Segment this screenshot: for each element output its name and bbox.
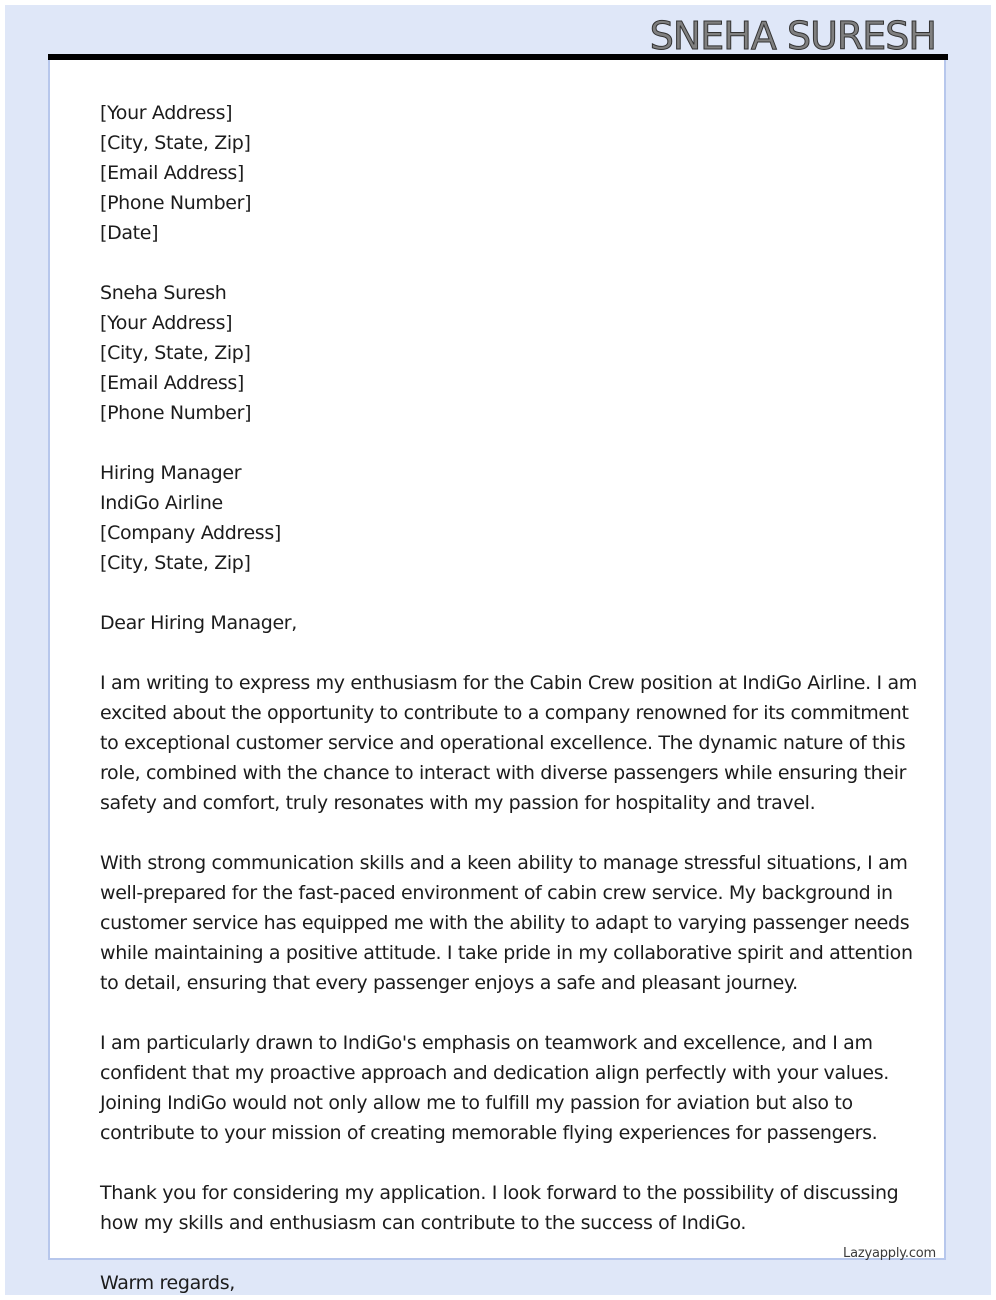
body-paragraph-4 — [100, 1178, 900, 1238]
watermark: Lazyapply.com — [843, 1246, 936, 1261]
body-paragraph-1 — [100, 668, 917, 818]
applicant-phone-line: [Phone Number] — [100, 402, 252, 424]
paragraph-line: customer service has equipped me with the ability to adapt to varying passenger needs — [100, 912, 910, 934]
recipient-title-line: Hiring Manager — [100, 462, 242, 484]
paragraph-line: role, combined with the chance to interact with diverse passengers while ensuring their — [100, 762, 907, 784]
paragraph-line: how my skills and enthusiasm can contribute to the success of IndiGo. — [100, 1212, 747, 1234]
closing: Warm regards, — [100, 1272, 235, 1294]
recipient-address-line: [Company Address] — [100, 522, 281, 544]
paragraph-line: I am writing to express my enthusiasm for the Cabin Crew position at IndiGo Airline. I am — [100, 672, 917, 694]
paragraph-line: I am particularly drawn to IndiGo's emphasis on teamwork and excellence, and I am — [100, 1032, 873, 1054]
recipient-city-line: [City, State, Zip] — [100, 552, 251, 574]
header-name: SNEHA SURESH — [649, 14, 936, 58]
paragraph-line: contribute to your mission of creating memorable flying experiences for passengers. — [100, 1122, 878, 1144]
sender-city-line: [City, State, Zip] — [100, 132, 251, 154]
body-paragraph-3 — [100, 1028, 900, 1148]
paragraph-line: safety and comfort, truly resonates with my passion for hospitality and travel. — [100, 792, 816, 814]
letter-body — [100, 98, 917, 1298]
sender-address-line: [Your Address] — [100, 102, 233, 124]
paragraph-line: With strong communication skills and a keen ability to manage stressful situations, I am — [100, 852, 908, 874]
sender-email-line: [Email Address] — [100, 162, 244, 184]
body-paragraph-2 — [100, 848, 913, 998]
sender-phone-line: [Phone Number] — [100, 192, 252, 214]
paragraph-line: well-prepared for the fast-paced environment of cabin crew service. My background in — [100, 882, 893, 904]
recipient-block — [100, 458, 900, 578]
applicant-block — [100, 278, 900, 428]
paragraph-line: confident that my proactive approach and dedication align perfectly with your values. — [100, 1062, 889, 1084]
paragraph-line: to exceptional customer service and operational excellence. The dynamic nature of this — [100, 732, 906, 754]
applicant-city-line: [City, State, Zip] — [100, 342, 251, 364]
paragraph-line: while maintaining a positive attitude. I take pride in my collaborative spirit and attention — [100, 942, 913, 964]
paragraph-line: Thank you for considering my application. I look forward to the possibility of discussing — [100, 1182, 899, 1204]
letter-date-line: [Date] — [100, 222, 159, 244]
salutation: Dear Hiring Manager, — [100, 612, 297, 634]
paragraph-line: to detail, ensuring that every passenger enjoys a safe and pleasant journey. — [100, 972, 798, 994]
applicant-name-line: Sneha Suresh — [100, 282, 227, 304]
sender-address-block — [100, 98, 900, 248]
paragraph-line: Joining IndiGo would not only allow me to fulfill my passion for aviation but also to — [100, 1092, 853, 1114]
applicant-address-line: [Your Address] — [100, 312, 233, 334]
applicant-email-line: [Email Address] — [100, 372, 244, 394]
recipient-company-line: IndiGo Airline — [100, 492, 223, 514]
paragraph-line: excited about the opportunity to contribute to a company renowned for its commitment — [100, 702, 909, 724]
